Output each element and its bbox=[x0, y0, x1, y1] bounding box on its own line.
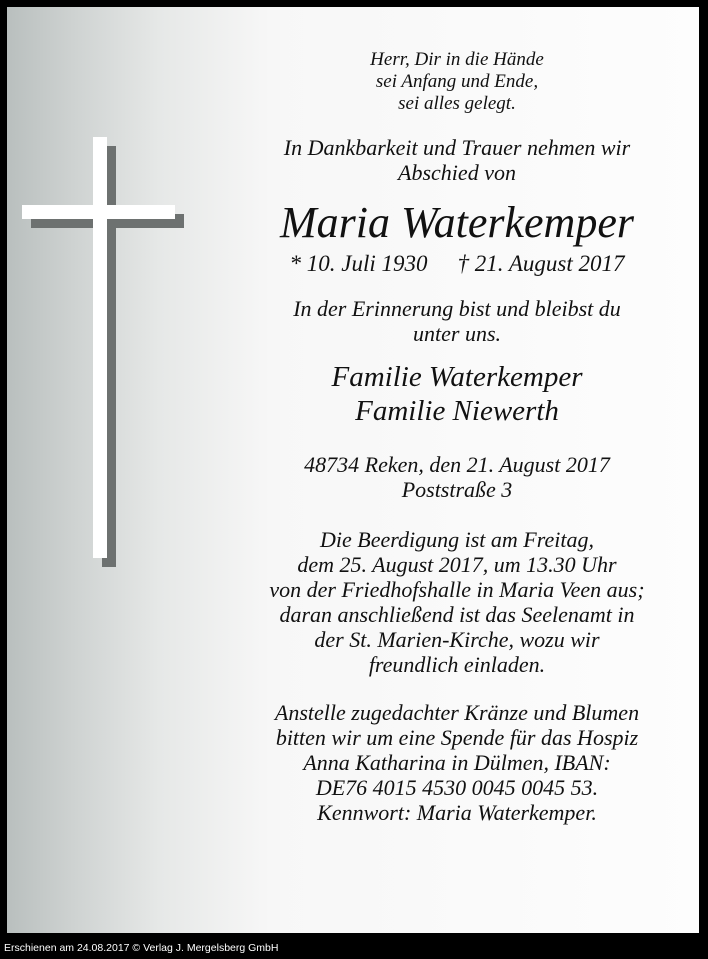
obituary-card bbox=[7, 7, 699, 933]
address-block bbox=[229, 452, 685, 502]
death-date: † 21. August 2017 bbox=[457, 251, 625, 276]
address-line: Poststraße 3 bbox=[401, 477, 513, 502]
intro-line: Abschied von bbox=[398, 160, 516, 185]
verse-line: sei Anfang und Ende, bbox=[375, 71, 539, 92]
intro-line: In Dankbarkeit und Trauer nehmen wir bbox=[283, 135, 631, 160]
life-dates bbox=[229, 250, 685, 278]
memory-line: In der Erinnerung bist und bleibst du bbox=[293, 296, 621, 321]
donation-line: Anna Katharina in Dülmen, IBAN: bbox=[303, 750, 611, 775]
funeral-line: der St. Marien-Kirche, wozu wir bbox=[314, 627, 600, 652]
memory-line: unter uns. bbox=[413, 321, 501, 346]
donation-line: Kennwort: Maria Waterkemper. bbox=[317, 800, 597, 825]
funeral-line: Die Beerdigung ist am Freitag, bbox=[320, 527, 594, 552]
family-name: Familie Waterkemper bbox=[331, 361, 583, 393]
funeral-line: freundlich einladen. bbox=[368, 652, 546, 677]
funeral-info bbox=[229, 527, 685, 677]
donation-info bbox=[229, 700, 685, 825]
donation-line: DE76 4015 4530 0045 0045 53. bbox=[315, 775, 599, 800]
donation-line: Anstelle zugedachter Kränze und Blumen bbox=[274, 700, 640, 725]
verse-line: Herr, Dir in die Hände bbox=[370, 49, 544, 70]
intro-text bbox=[229, 135, 685, 185]
funeral-line: dem 25. August 2017, um 13.30 Uhr bbox=[297, 552, 617, 577]
birth-date: * 10. Juli 1930 bbox=[289, 251, 428, 276]
obituary-text bbox=[229, 49, 685, 825]
memory-text bbox=[229, 296, 685, 346]
donation-line: bitten wir um eine Spende für das Hospiz bbox=[275, 725, 639, 750]
cross-icon bbox=[7, 7, 207, 607]
bible-verse bbox=[229, 49, 685, 115]
funeral-line: daran anschließend ist das Seelenamt in bbox=[279, 602, 635, 627]
address-line: 48734 Reken, den 21. August 2017 bbox=[304, 452, 610, 477]
deceased-name: Maria Waterkemper bbox=[280, 198, 634, 247]
verse-line: sei alles gelegt. bbox=[398, 93, 516, 114]
mourning-families bbox=[229, 360, 685, 428]
family-name: Familie Niewerth bbox=[355, 395, 559, 427]
funeral-line: von der Friedhofshalle in Maria Veen aus; bbox=[269, 577, 645, 602]
publication-footer: Erschienen am 24.08.2017 © Verlag J. Mergelsberg GmbH bbox=[4, 942, 279, 954]
